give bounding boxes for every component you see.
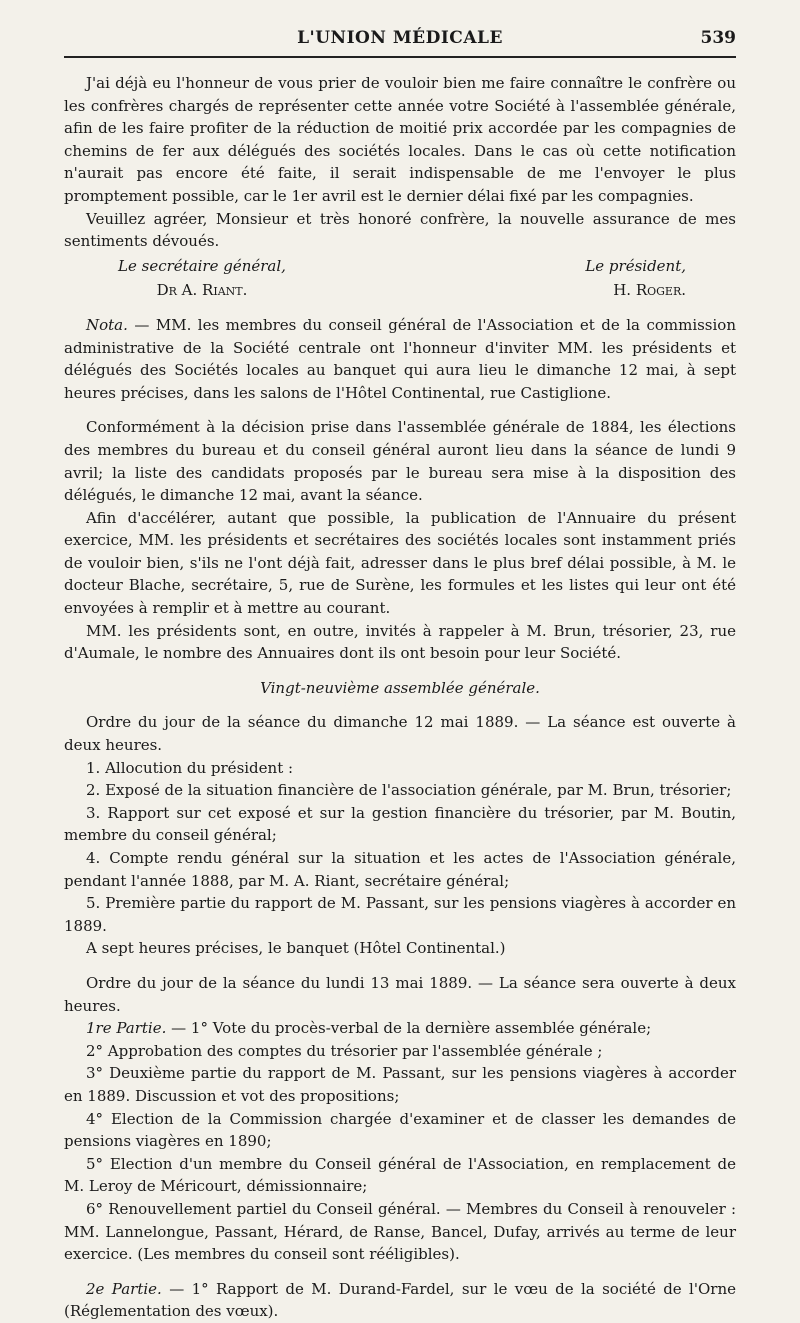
list-item: 4. Compte rendu général sur la situation et les actes de l'Association générale, pendant l'année 1888, par M. A. Riant, secrétaire général; <box>64 849 736 890</box>
nota-text: — MM. les membres du conseil général de l'Association et de la commission administrative de la Société centrale ont l'honneur d'inviter MM. les présidents et délégués des Sociétés locales au banquet qui aura lieu le dimanche 12 mai, à sept heures précises, dans les salons de l'Hôtel Continental, rue Castiglione. <box>64 315 736 402</box>
list-item-text: — 1° Rapport de M. Durand-Fardel, sur le vœu de la société de l'Orne (Réglementation des vœux). <box>64 1279 736 1321</box>
page <box>64 26 736 1323</box>
secretary-name: Dr A. Riant. <box>156 281 248 300</box>
list-item <box>64 1017 736 1040</box>
section-title: Vingt-neuvième assemblée générale. <box>260 678 540 697</box>
page-number: 539 <box>700 28 736 48</box>
list-item: 4° Election de la Commission chargée d'examiner et de classer les demandes de pensions viagères en 1890; <box>64 1109 736 1151</box>
paragraph: J'ai déjà eu l'honneur de vous prier de vouloir bien me faire connaître le confrère ou les confrères chargés de représenter cette année votre Société à l'assemblée générale, afin de les faire profiter de la réduction de moitié prix accordée par les compagnies de chemins de fer aux délégués des sociétés locales. Dans le cas où cette notification n'aurait pas encore été faite, il serait indispensable de me l'envoyer le plus promptement possible, car le 1er avril est le dernier délai fixé par les compagnies. <box>64 74 736 205</box>
list-item: 3° Deuxième partie du rapport de M. Passant, sur les pensions viagères à accorder en 1889. Discussion et vot des propositions; <box>64 1064 736 1105</box>
nota-label: Nota. <box>86 315 128 334</box>
nota-paragraph <box>64 314 736 404</box>
running-header <box>64 26 736 58</box>
journal-title: L'UNION MÉDICALE <box>297 28 503 48</box>
part-label: 1re Partie. <box>86 1019 167 1038</box>
part-label: 2e Partie. <box>86 1279 162 1298</box>
signature-names <box>64 279 736 302</box>
paragraph: MM. les présidents sont, en outre, invités à rappeler à M. Brun, trésorier, 23, rue d'Aumale, le nombre des Annuaires dont ils ont besoin pour leur Société. <box>64 621 736 663</box>
paragraph: Afin d'accélérer, autant que possible, la publication de l'Annuaire du présent exercice, MM. les présidents et secrétaires des sociétés locales sont instamment priés de vouloir bien, s'ils ne l'ont déjà fait, adresser dans le plus bref délai possible, à M. le docteur Blache, secrétaire, 5, rue de Surène, les formules et les listes qui leur ont été envoyées à remplir et à mettre au courant. <box>64 508 736 618</box>
list-item: 3. Rapport sur cet exposé et sur la gestion financière du trésorier, par M. Boutin, membre du conseil général; <box>64 803 736 845</box>
list-item-text: — 1° Vote du procès-verbal de la dernière assemblée générale; <box>166 1019 652 1038</box>
article-body <box>64 72 736 1323</box>
president-name: H. Roger. <box>613 281 686 300</box>
signature-titles <box>64 255 736 278</box>
agenda-intro: Ordre du jour de la séance du dimanche 12 mai 1889. — La séance est ouverte à deux heures. <box>64 713 736 755</box>
agenda-list-2 <box>64 1017 736 1323</box>
list-item: 2. Exposé de la situation financière de l'association générale, par M. Brun, trésorier; <box>86 781 732 800</box>
paragraph: Veuillez agréer, Monsieur et très honoré confrère, la nouvelle assurance de mes sentiments dévoués. <box>64 209 736 251</box>
list-item: 2° Approbation des comptes du trésorier par l'assemblée générale ; <box>86 1041 603 1060</box>
list-item <box>64 1278 736 1323</box>
agenda-intro: Ordre du jour de la séance du lundi 13 mai 1889. — La séance sera ouverte à deux heures. <box>64 973 736 1015</box>
agenda-list-1 <box>64 757 736 938</box>
list-item: 1. Allocution du président : <box>86 758 294 777</box>
list-item: 5° Election d'un membre du Conseil général de l'Association, en remplacement de M. Leroy de Méricourt, démissionnaire; <box>64 1154 736 1196</box>
paragraph: Conformément à la décision prise dans l'assemblée générale de 1884, les élections des membres du bureau et du conseil général auront lieu dans la séance de lundi 9 avril; la liste des candidats proposés par le bureau sera mise à la disposition des délégués, le dimanche 12 mai, avant la séance. <box>64 418 736 505</box>
banquet-note: A sept heures précises, le banquet (Hôtel Continental.) <box>86 939 506 958</box>
list-item: 6° Renouvellement partiel du Conseil général. — Membres du Conseil à renouveler : MM. Lannelongue, Passant, Hérard, de Ranse, Bancel, Dufay, arrivés au terme de leur exercice. (Les membres du conseil sont rééligibles). <box>64 1199 736 1264</box>
list-item: 5. Première partie du rapport de M. Passant, sur les pensions viagères à accorder en 1889. <box>64 894 736 935</box>
secretary-title: Le secrétaire général, <box>118 256 286 275</box>
president-title: Le président, <box>585 256 686 275</box>
